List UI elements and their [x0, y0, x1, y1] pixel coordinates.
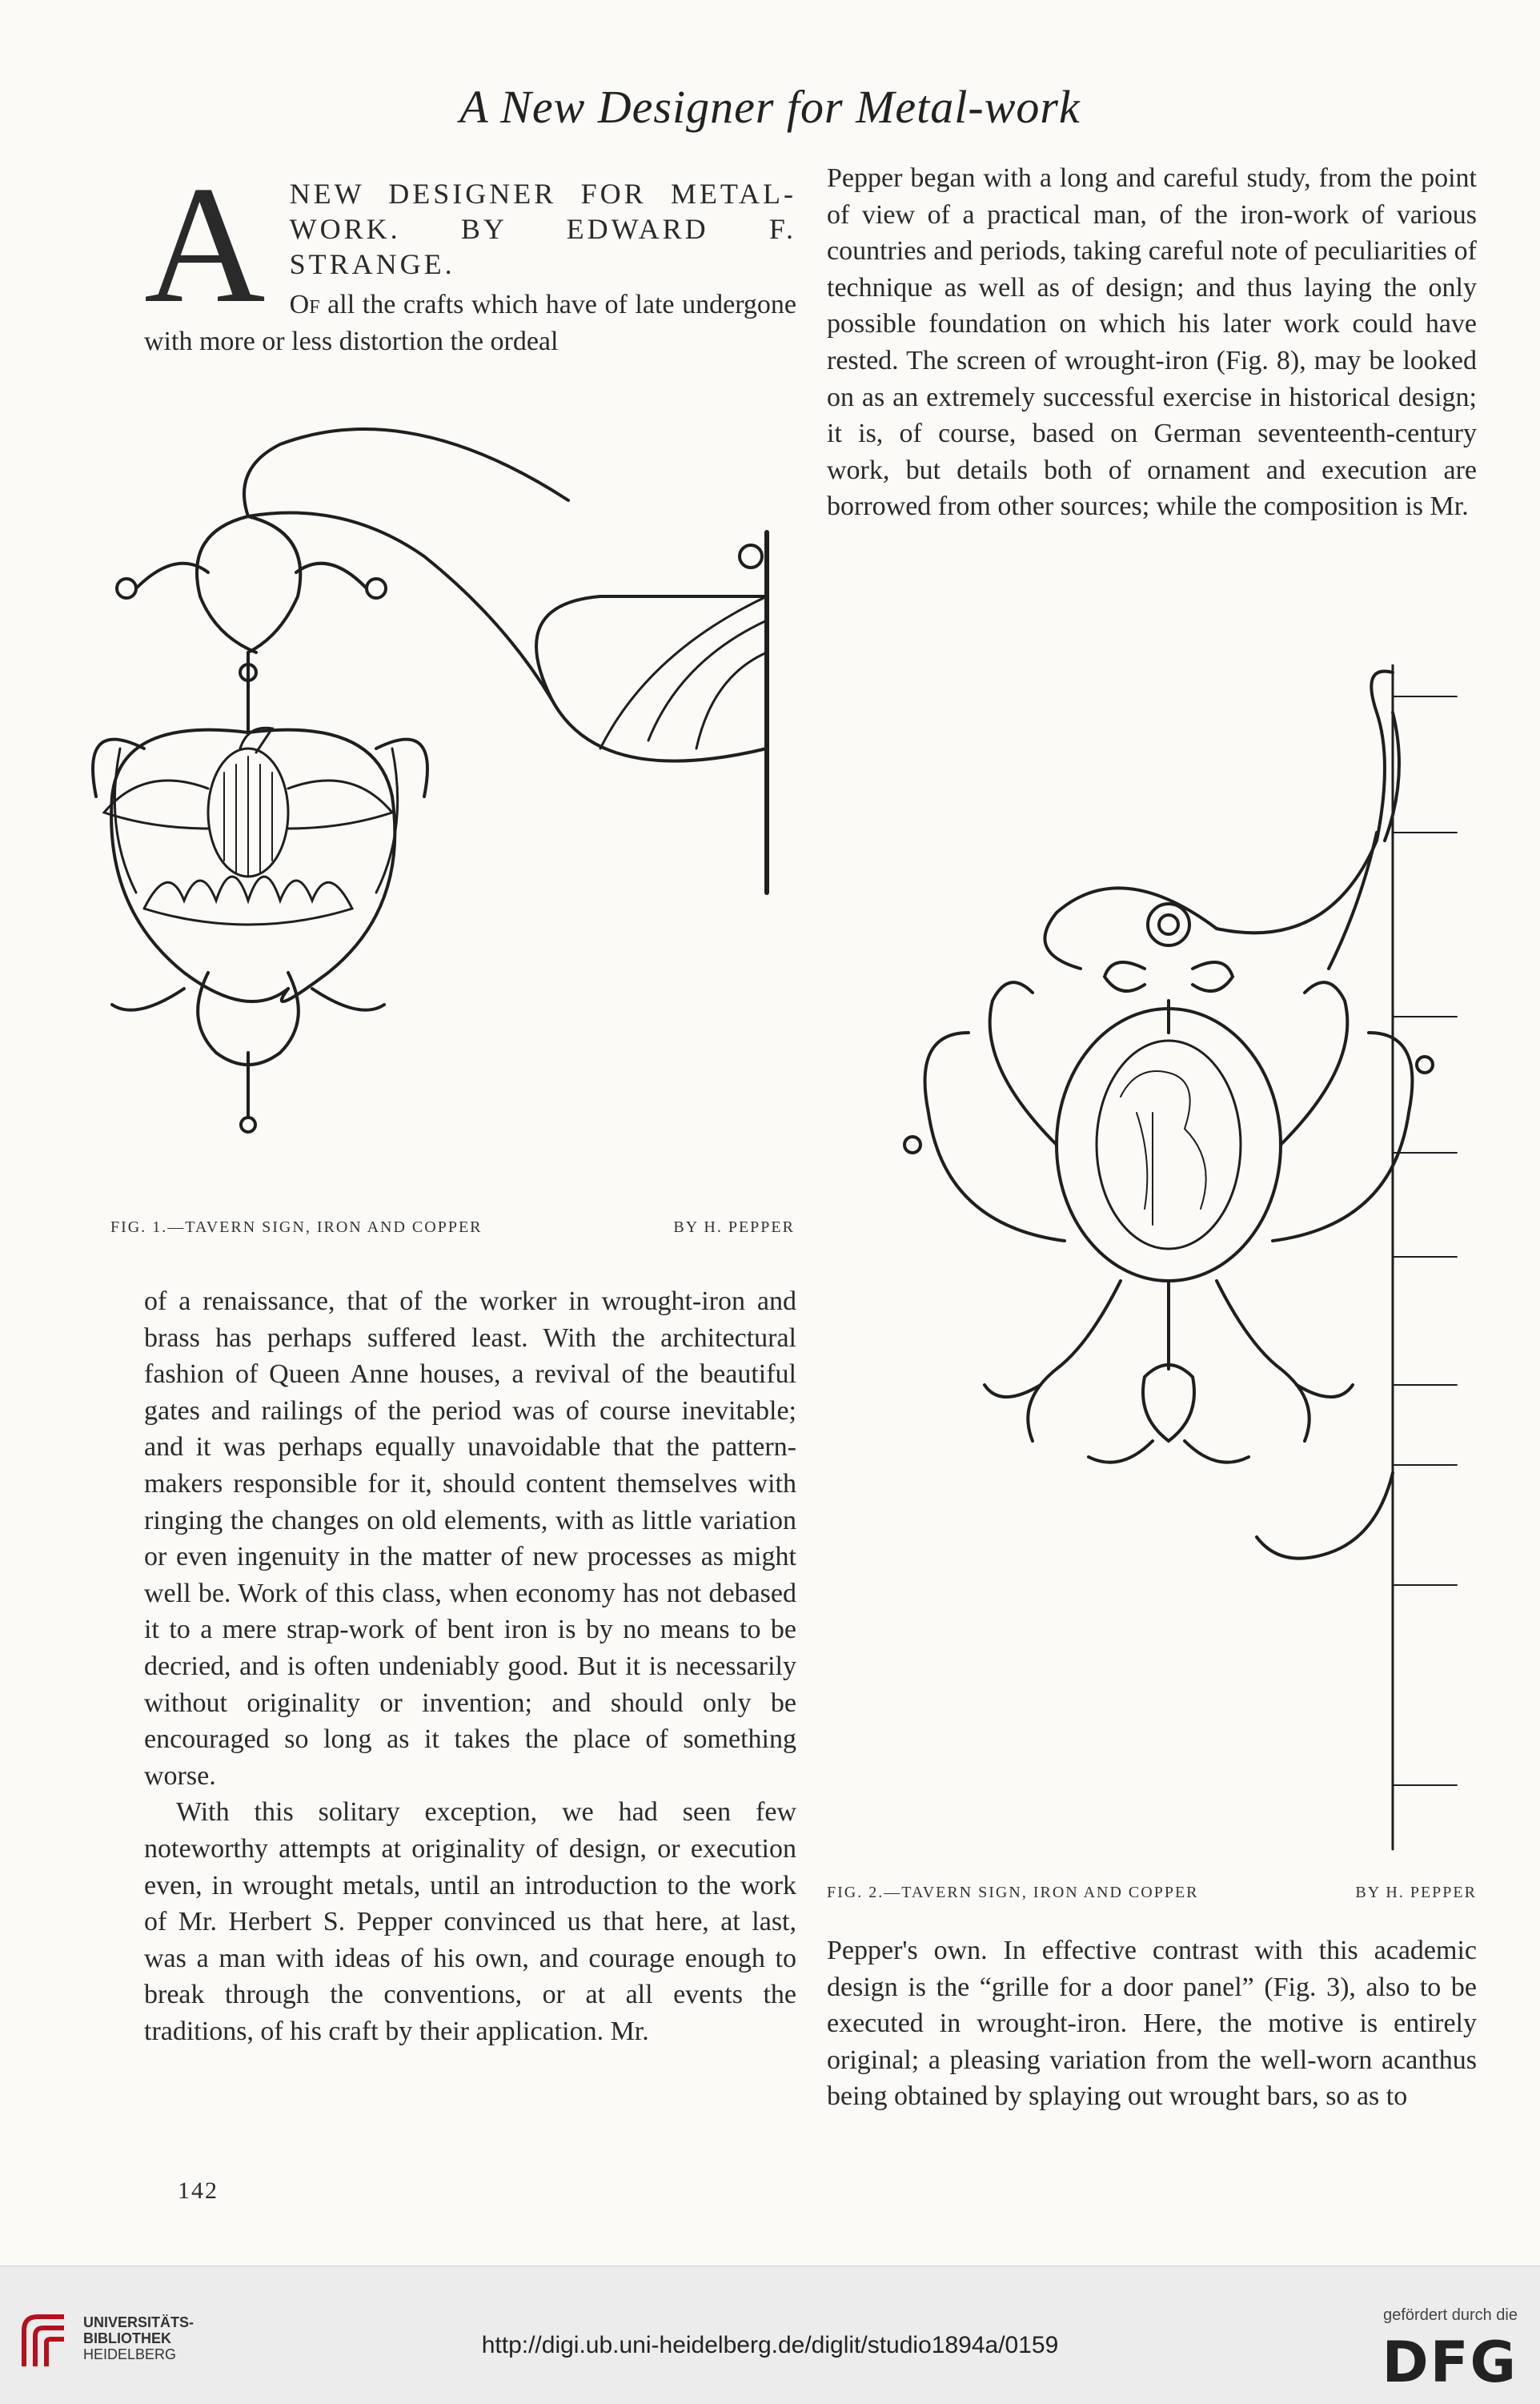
funded-by-label: gefördert durch die: [1383, 2306, 1518, 2324]
dfg-logo[interactable]: DFG: [1382, 2330, 1518, 2395]
right-column-text-top: [827, 160, 1477, 525]
library-name-line: UNIVERSITÄTS-: [83, 2314, 195, 2330]
right-column-text-bottom: [827, 1932, 1477, 2115]
article-headline: NEW DESIGNER FOR METAL-WORK. BY EDWARD F. STRANGE.: [289, 178, 796, 280]
running-title: A New Designer for Metal-work: [459, 81, 1081, 133]
library-name-line: BIBLIOTHEK: [83, 2330, 171, 2346]
fig2-tavern-sign-illustration: [880, 664, 1489, 1865]
intro-smallcaps: Of: [289, 290, 320, 319]
body-paragraph: of a renaissance, that of the worker in wrought-iron and brass has perhaps suffered least. With the architectural fashion of Queen Anne houses, a revival of the beautiful gates and railings of the period was of course inevitable; and it was perhaps equally unavoidable that the pattern-makers responsible for it, should content themselves with ringing the changes on old elements, with as little variation or even ingenuity in the matter of new processes as might well be. Work of this class, when economy has not debased it to a mere strap-work of bent iron is by no means to be decried, and is often undeniably good. But it is necessarily without originality or invention; and should only be encouraged so long as it takes the place of something worse.: [144, 1286, 796, 1791]
dropcap: A: [144, 152, 266, 338]
fig1-tavern-sign-illustration: [88, 412, 792, 1197]
source-url-link[interactable]: http://digi.ub.uni-heidelberg.de/diglit/studio1894a/0159: [481, 2332, 1059, 2358]
fig2-caption-text: FIG. 2.—TAVERN SIGN, IRON AND COPPER: [827, 1884, 1199, 1901]
fig1-caption: [110, 1218, 795, 1237]
fig2-caption: [827, 1884, 1477, 1902]
intro-text: all the crafts which have of late undergone with more or less distortion the ordeal: [144, 290, 796, 356]
body-paragraph: Pepper began with a long and careful study, from the point of view of a practical man, of the iron-work of various countries and periods, taking careful note of peculiarities of technique as well as of design; and thus laying the only possible foundation on which his later work could have rested. The screen of wrought-iron (Fig. 8), may be looked on as an extremely successful exercise in historical design; it is, of course, based on German seventeenth-century work, but details both of ornament and execution are borrowed from other sources; while the composition is Mr.: [827, 163, 1477, 522]
page-number: 142: [178, 2177, 219, 2204]
fig2-credit: BY H. PEPPER: [1355, 1884, 1477, 1901]
left-column-text: [144, 1283, 796, 2049]
body-paragraph: Pepper's own. In effective contrast with this academic design is the “grille for a door panel” (Fig. 3), also to be executed in wrought-iron. Here, the motive is entirely original; a pleasing variation from the well-worn acanthus being obtained by splaying out wrought bars, so as to: [827, 1936, 1477, 2112]
digitization-footer: [0, 2266, 1540, 2404]
body-paragraph: With this solitary exception, we had seen few noteworthy attempts at originality of design, or execution even, in wrought metals, until an introduction to the work of Mr. Herbert S. Pepper convinced us that here, at last, was a man with ideas of his own, and courage enough to break through the conventions, or at all events the traditions, of his craft by their application. Mr.: [144, 1797, 796, 2046]
article-intro: [144, 152, 796, 359]
library-name-line: HEIDELBERG: [83, 2346, 177, 2362]
fig1-credit: BY H. PEPPER: [673, 1218, 795, 1236]
fig1-caption-text: FIG. 1.—TAVERN SIGN, IRON AND COPPER: [110, 1218, 483, 1236]
